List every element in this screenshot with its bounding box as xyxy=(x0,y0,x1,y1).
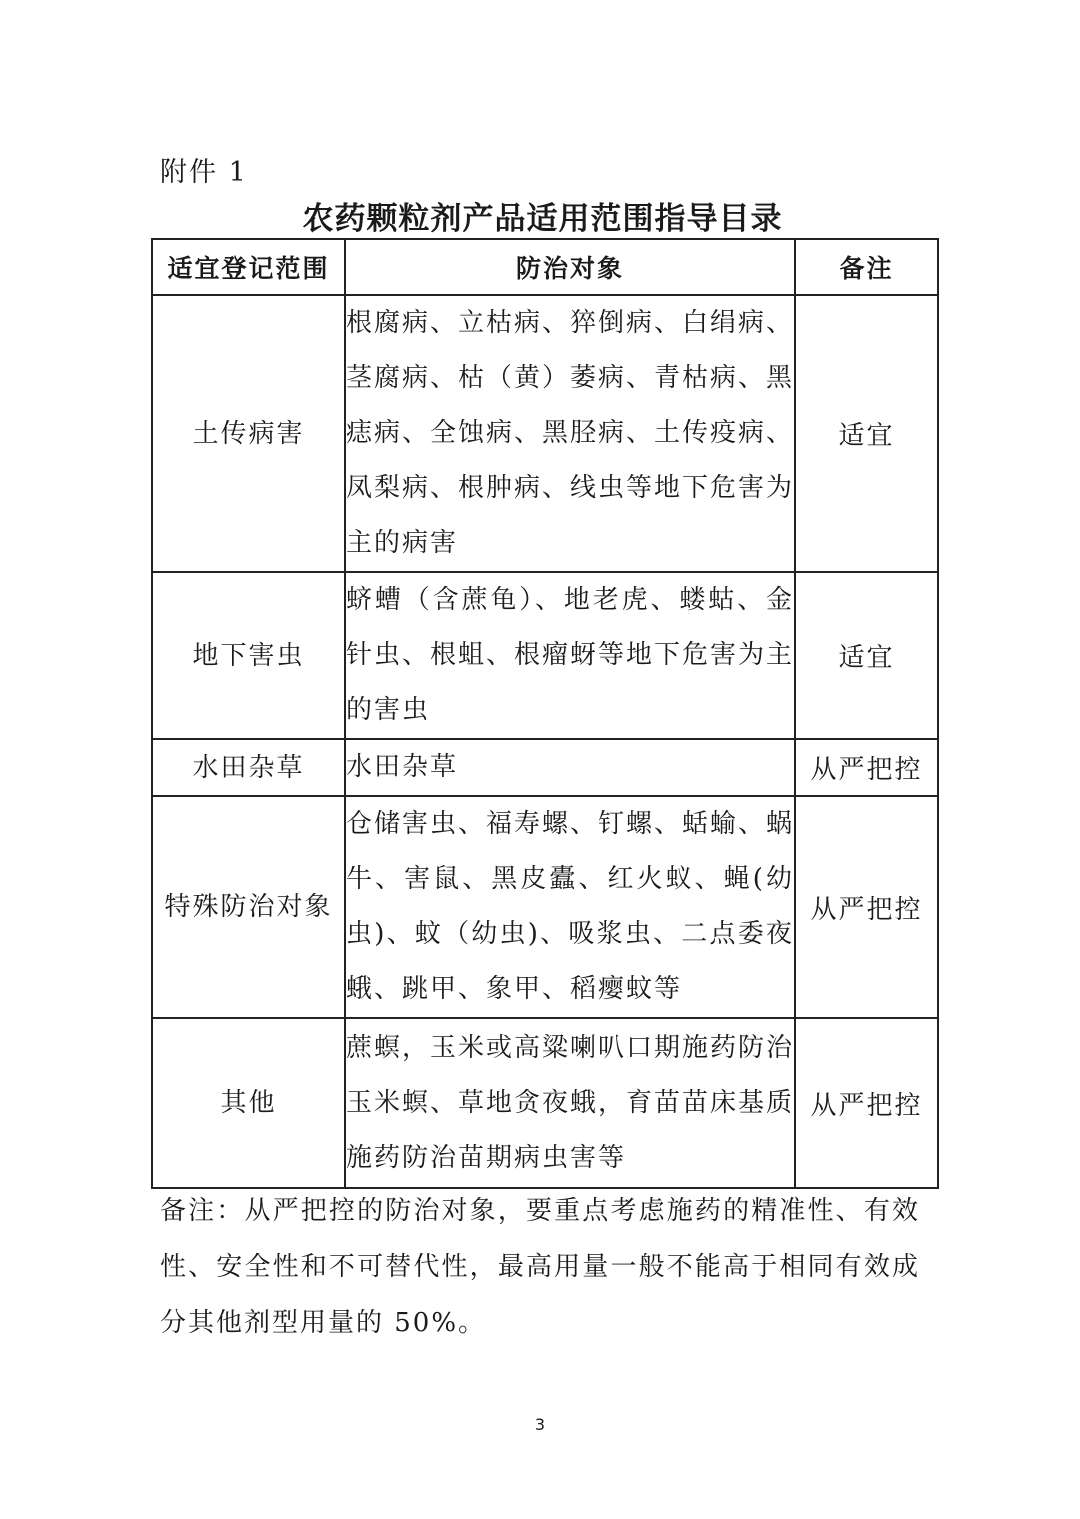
header-scope: 适宜登记范围 xyxy=(152,239,345,295)
row-scope: 水田杂草 xyxy=(152,739,345,796)
guidance-table xyxy=(151,238,939,1189)
footnote: 备注：从严把控的防治对象，要重点考虑施药的精准性、有效性、安全性和不可替代性，最高用量一般不能高于相同有效成分其他剂型用量的 50%。 xyxy=(160,1196,920,1338)
row-targets: 蔗螟，玉米或高粱喇叭口期施药防治玉米螟、草地贪夜蛾，育苗苗床基质施药防治苗期病虫害等 xyxy=(345,1018,795,1188)
row-remark: 适宜 xyxy=(795,572,938,739)
table-row xyxy=(152,1018,938,1188)
table-row xyxy=(152,572,938,739)
row-targets: 根腐病、立枯病、猝倒病、白绢病、茎腐病、枯（黄）萎病、青枯病、黑痣病、全蚀病、黑胫病、土传疫病、凤梨病、根肿病、线虫等地下危害为主的病害 xyxy=(345,295,795,572)
row-targets: 水田杂草 xyxy=(345,739,795,796)
row-remark: 适宜 xyxy=(795,295,938,572)
row-targets: 蛴螬（含蔗龟）、地老虎、蝼蛄、金针虫、根蛆、根瘤蚜等地下危害为主的害虫 xyxy=(345,572,795,739)
page-number: 3 xyxy=(534,1415,546,1434)
row-remark: 从严把控 xyxy=(795,796,938,1018)
row-remark: 从严把控 xyxy=(795,1018,938,1188)
table-row xyxy=(152,739,938,796)
table-header-row xyxy=(152,239,938,295)
row-targets: 仓储害虫、福寿螺、钉螺、蛞蝓、蜗牛、害鼠、黑皮蠹、红火蚁、蝇(幼虫)、蚊（幼虫)、吸浆虫、二点委夜蛾、跳甲、象甲、稻瘿蚊等 xyxy=(345,796,795,1018)
row-scope: 土传病害 xyxy=(152,295,345,572)
document-title: 农药颗粒剂产品适用范围指导目录 xyxy=(302,201,783,237)
attachment-label: 附件 1 xyxy=(160,157,248,188)
table-row xyxy=(152,295,938,572)
row-remark: 从严把控 xyxy=(795,739,938,796)
row-scope: 特殊防治对象 xyxy=(152,796,345,1018)
header-targets: 防治对象 xyxy=(345,239,795,295)
row-scope: 地下害虫 xyxy=(152,572,345,739)
table-row xyxy=(152,796,938,1018)
row-scope: 其他 xyxy=(152,1018,345,1188)
header-remark: 备注 xyxy=(795,239,938,295)
